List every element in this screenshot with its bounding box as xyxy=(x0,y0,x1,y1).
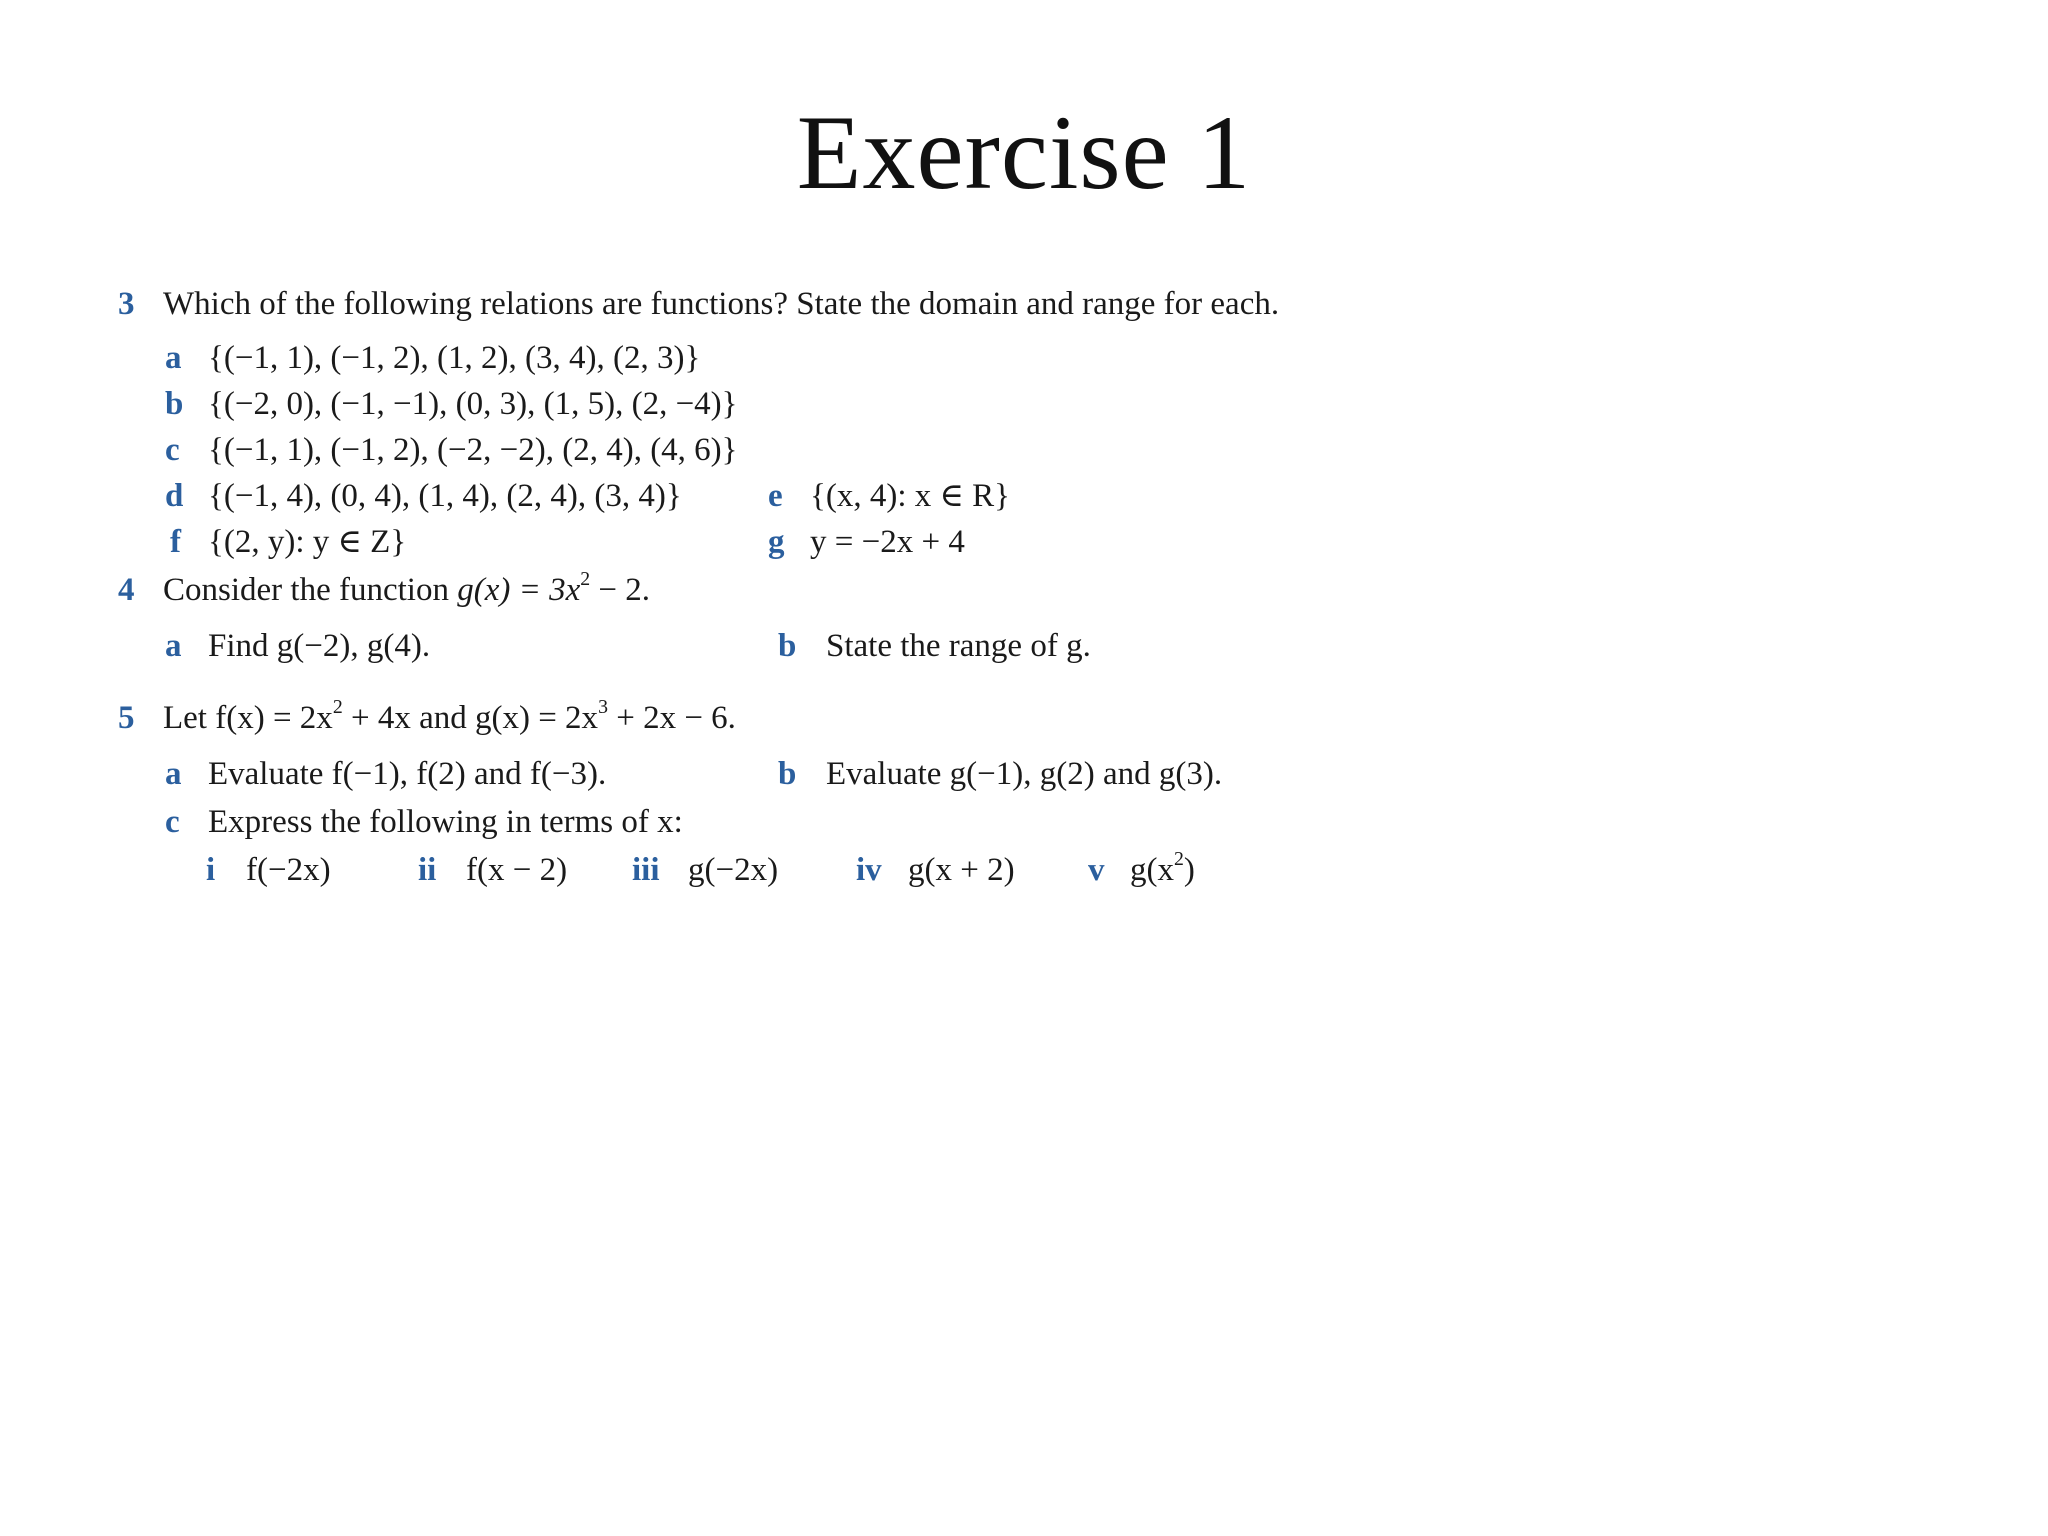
prompt-text: + 2x − 6. xyxy=(607,700,736,736)
prompt-exponent: 3 xyxy=(598,696,608,719)
prompt-text: Consider the function xyxy=(163,572,458,608)
part-label: a xyxy=(165,628,182,664)
part-text: Express the following in terms of x: xyxy=(208,804,683,840)
question-number: 4 xyxy=(118,572,135,608)
part-label: g xyxy=(768,524,785,560)
part-text: Find g(−2), g(4). xyxy=(208,628,431,664)
prompt-text: Let f(x) = 2x xyxy=(163,700,333,736)
part-text: y = −2x + 4 xyxy=(810,524,965,560)
subpart-label: iii xyxy=(632,852,660,888)
part-label: b xyxy=(165,386,184,422)
question-number: 3 xyxy=(118,286,135,322)
subpart-text: f(x − 2) xyxy=(466,852,568,888)
part-text: Evaluate g(−1), g(2) and g(3). xyxy=(826,756,1223,792)
subpart-text-part: g(x xyxy=(1130,852,1174,888)
subpart-label: ii xyxy=(418,852,437,888)
part-text: State the range of g. xyxy=(826,628,1091,664)
subpart-text-part: ) xyxy=(1183,852,1195,888)
part-text: {(−1, 1), (−1, 2), (1, 2), (3, 4), (2, 3)} xyxy=(208,340,701,376)
part-label: c xyxy=(165,432,180,468)
part-label: a xyxy=(165,340,182,376)
subpart-label: i xyxy=(206,852,216,888)
subpart-exponent: 2 xyxy=(1174,848,1184,871)
question-prompt xyxy=(163,568,651,608)
part-label: b xyxy=(778,628,797,664)
part-text: {(−1, 4), (0, 4), (1, 4), (2, 4), (3, 4)} xyxy=(208,478,682,514)
question-prompt: Which of the following relations are functions? State the domain and range for each. xyxy=(163,286,1280,322)
subpart-label: v xyxy=(1088,852,1105,888)
prompt-text: − 2. xyxy=(590,572,651,608)
part-label: d xyxy=(165,478,184,514)
part-text: {(2, y): y ∈ Z} xyxy=(208,524,407,560)
part-label: b xyxy=(778,756,797,792)
part-text: {(−2, 0), (−1, −1), (0, 3), (1, 5), (2, −4)} xyxy=(208,386,738,422)
part-label: a xyxy=(165,756,182,792)
prompt-exponent: 2 xyxy=(580,568,591,591)
question-number: 5 xyxy=(118,700,135,736)
part-label: c xyxy=(165,804,180,840)
prompt-math: g(x) = 3x xyxy=(457,572,581,608)
part-text: Evaluate f(−1), f(2) and f(−3). xyxy=(208,756,607,792)
part-text: {(−1, 1), (−1, 2), (−2, −2), (2, 4), (4, 6)} xyxy=(208,432,738,468)
question-prompt xyxy=(163,696,736,736)
prompt-text: + 4x and g(x) = 2x xyxy=(342,700,599,736)
subpart-text xyxy=(1130,848,1195,888)
subpart-text: g(−2x) xyxy=(688,852,779,888)
subpart-text: f(−2x) xyxy=(246,852,331,888)
part-label: f xyxy=(170,524,181,560)
prompt-exponent: 2 xyxy=(332,696,343,719)
page-title: Exercise 1 xyxy=(796,94,1252,211)
part-label: e xyxy=(768,478,783,514)
subpart-label: iv xyxy=(856,852,882,888)
part-text: {(x, 4): x ∈ R} xyxy=(810,478,1011,514)
subpart-text: g(x + 2) xyxy=(908,852,1015,888)
